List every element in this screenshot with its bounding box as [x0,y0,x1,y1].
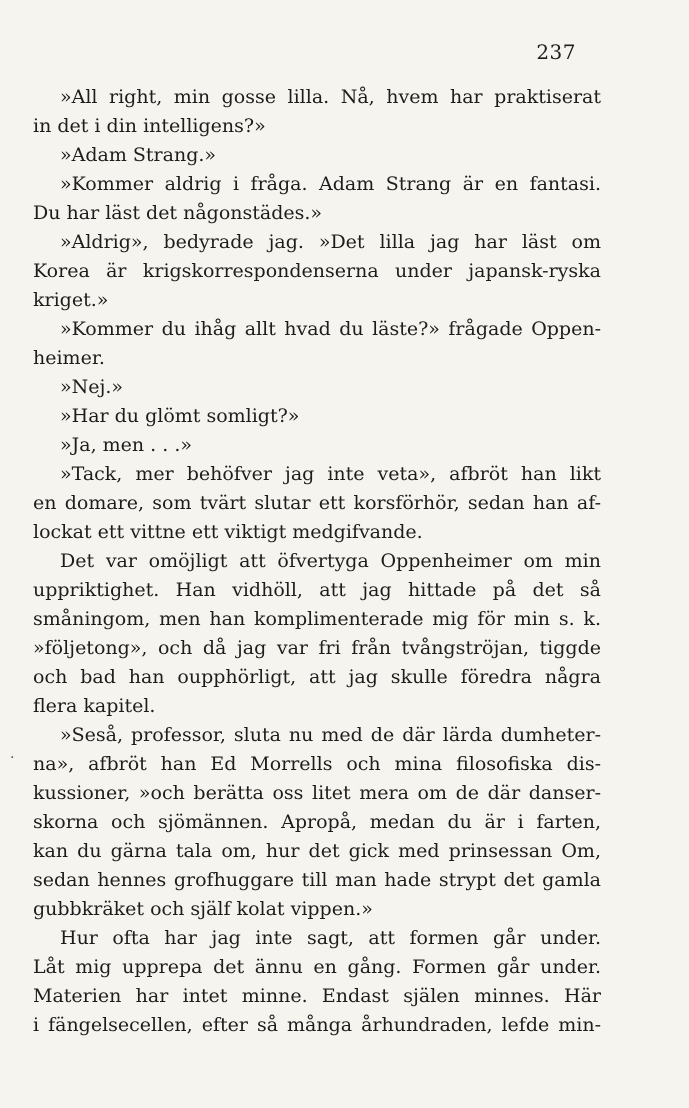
page-number: 237 [536,40,576,64]
text-line: kan du gärna tala om, hur det gick med prinsessan Om, [33,840,601,862]
text-line: kussioner, »och berätta oss litet mera om de där danser- [33,782,601,804]
body-text [33,83,601,1040]
text-line: småningom, men han komplimenterade mig för min s. k. [33,608,601,630]
text-line: en domare, som tvärt slutar ett korsförhör, sedan han af- [33,492,601,514]
text-line: »Seså, professor, sluta nu med de där lärda dumheter- [60,724,601,746]
text-line: »All right, min gosse lilla. Nå, hvem har praktiserat [60,86,601,108]
text-line: kriget.» [33,289,109,311]
text-line: sedan hennes grofhuggare till man hade strypt det gamla [33,869,601,891]
text-line: Låt mig upprepa det ännu en gång. Formen går under. [33,956,601,978]
text-line: in det i din intelligens?» [33,115,266,137]
text-line: gubbkräket och själf kolat vippen.» [33,898,373,920]
text-line: Materien har intet minne. Endast själen minnes. Här [33,985,601,1007]
text-line: Du har läst det någonstädes.» [33,202,323,224]
text-line: »Adam Strang.» [60,144,217,166]
text-line: »Tack, mer behöfver jag inte veta», afbröt han likt [60,463,601,485]
text-line: »Aldrig», bedyrade jag. »Det lilla jag har läst om [60,231,601,253]
margin-mark: · [10,750,15,766]
text-line: flera kapitel. [33,695,156,717]
text-line: lockat ett vittne ett viktigt medgifvande. [33,521,423,543]
text-line: na», afbröt han Ed Morrells och mina filosofiska dis- [33,753,601,775]
text-line: skorna och sjömännen. Apropå, medan du är i farten, [33,811,601,833]
text-line: i fängelsecellen, efter så många århundraden, lefde min- [33,1014,601,1036]
text-line: »Kommer du ihåg allt hvad du läste?» frågade Oppen- [60,318,601,340]
text-line: »Har du glömt somligt?» [60,405,300,427]
text-line: heimer. [33,347,105,369]
text-line: Hur ofta har jag inte sagt, att formen går under. [60,927,601,949]
text-line: Det var omöjligt att öfvertyga Oppenheimer om min [60,550,601,572]
text-line: »Nej.» [60,376,124,398]
text-line: Korea är krigskorrespondenserna under japansk-ryska [33,260,601,282]
text-line: och bad han oupphörligt, att jag skulle föredra några [33,666,601,688]
text-line: »Ja, men . . .» [60,434,193,456]
text-line: uppriktighet. Han vidhöll, att jag hittade på det så [33,579,601,601]
text-line: »följetong», och då jag var fri från tvångströjan, tiggde [33,637,601,659]
text-line: »Kommer aldrig i fråga. Adam Strang är en fantasi. [60,173,601,195]
